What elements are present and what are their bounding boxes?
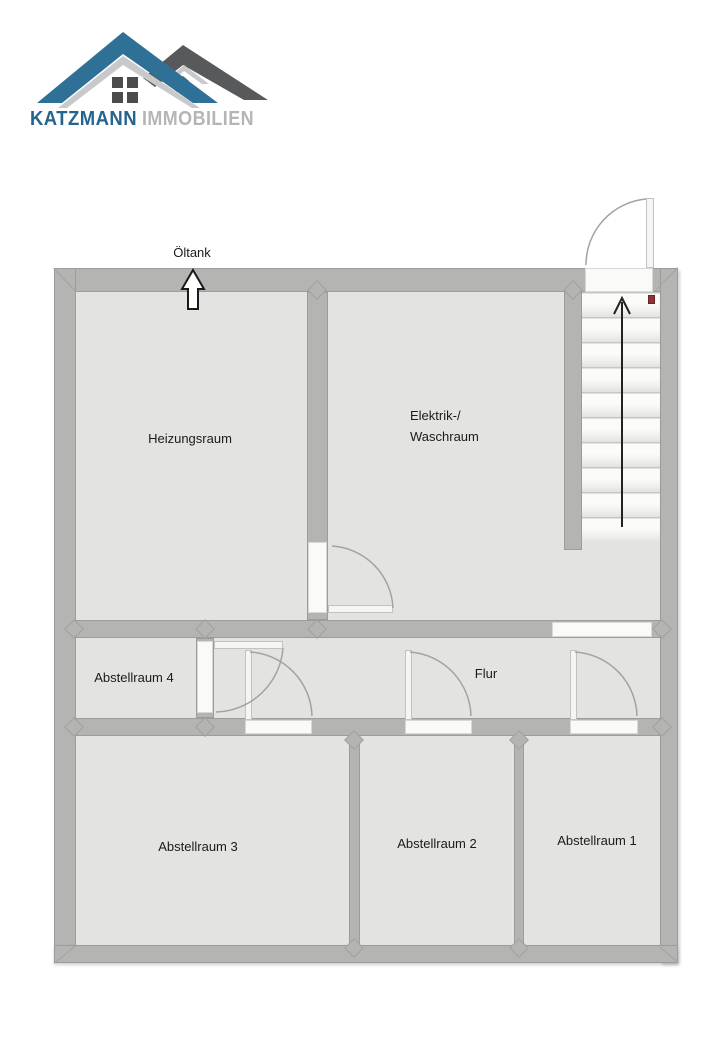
brand-name-primary: KATZMANN <box>30 108 137 130</box>
label-elektrik-line2: Waschraum <box>410 429 479 444</box>
label-flur: Flur <box>474 666 498 681</box>
brand-name-secondary: IMMOBILIEN <box>142 108 254 130</box>
door-leaf-exterior <box>646 198 654 268</box>
door-opening-exterior-stairs <box>585 268 653 292</box>
label-abstellraum3: Abstellraum 3 <box>158 839 238 854</box>
label-oeltank: Öltank <box>173 245 211 260</box>
door-leaf-abstellraum4 <box>214 641 283 649</box>
label-heizungsraum: Heizungsraum <box>148 431 232 446</box>
door-leaf-abstellraum3 <box>245 650 252 720</box>
door-opening-heizung-elektrik <box>308 542 327 613</box>
door-opening-abstellraum2 <box>405 720 472 734</box>
wall-abst2-abst1-divider <box>514 736 524 945</box>
wall-abst3-abst2-divider <box>349 736 360 945</box>
label-elektrik-waschraum <box>410 405 540 447</box>
door-leaf-abstellraum1 <box>570 650 577 720</box>
wall-outer-right <box>660 268 678 963</box>
label-abstellraum4: Abstellraum 4 <box>94 670 174 685</box>
wall-stairwell-left <box>564 292 582 550</box>
passage-opening-flur-stairs <box>552 622 652 637</box>
door-leaf-heizung <box>328 605 393 613</box>
wall-outer-bottom <box>54 945 678 963</box>
door-leaf-abstellraum2 <box>405 650 412 720</box>
label-elektrik-line1: Elektrik-/ <box>410 408 461 423</box>
stair-marker <box>648 295 655 304</box>
label-abstellraum1: Abstellraum 1 <box>557 833 637 848</box>
wall-outer-left <box>54 268 76 963</box>
door-opening-abstellraum3 <box>245 720 312 734</box>
door-opening-abstellraum1 <box>570 720 638 734</box>
label-abstellraum2: Abstellraum 2 <box>397 836 477 851</box>
